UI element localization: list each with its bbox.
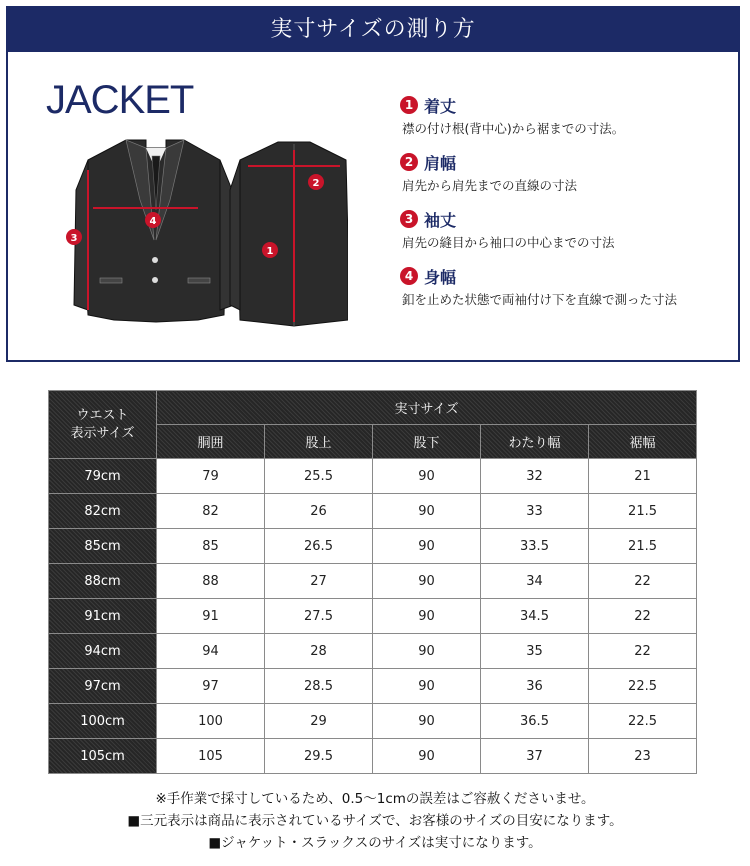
- measurement-guide-panel: [6, 6, 740, 362]
- table-cell: 90: [373, 459, 481, 494]
- table-cell: 22: [589, 564, 697, 599]
- table-cell: 28.5: [265, 669, 373, 704]
- table-cell: 21: [589, 459, 697, 494]
- table-cell: 79: [157, 459, 265, 494]
- table-cell: 36: [481, 669, 589, 704]
- table-row: [49, 494, 697, 529]
- table-cell: 90: [373, 634, 481, 669]
- table-cell: 29: [265, 704, 373, 739]
- table-cell: 26.5: [265, 529, 373, 564]
- table-cell: 90: [373, 529, 481, 564]
- table-row: [49, 669, 697, 704]
- table-cell: 25.5: [265, 459, 373, 494]
- table-cell: 21.5: [589, 529, 697, 564]
- table-row: [49, 459, 697, 494]
- row-size-label: 100cm: [49, 704, 157, 739]
- legend-item-chest: [400, 265, 730, 308]
- legend-description: 肩先から肩先までの直線の寸法: [402, 178, 578, 193]
- column-header: わたり幅: [481, 425, 589, 459]
- legend-number: 3: [400, 210, 418, 228]
- table-cell: 21.5: [589, 494, 697, 529]
- legend-label: 袖丈: [424, 210, 457, 230]
- table-row: [49, 529, 697, 564]
- table-cell: 82: [157, 494, 265, 529]
- table-cell: 35: [481, 634, 589, 669]
- column-header: 股上: [265, 425, 373, 459]
- table-cell: 100: [157, 704, 265, 739]
- legend-label: 着丈: [424, 96, 457, 116]
- column-header: 胴囲: [157, 425, 265, 459]
- table-cell: 36.5: [481, 704, 589, 739]
- row-size-label: 85cm: [49, 529, 157, 564]
- legend-label: 身幅: [424, 267, 457, 287]
- legend-description: 襟の付け根(背中心)から裾までの寸法。: [402, 121, 625, 136]
- garment-title: JACKET: [46, 78, 194, 122]
- table-cell: 27: [265, 564, 373, 599]
- table-row: [49, 704, 697, 739]
- table-cell: 33: [481, 494, 589, 529]
- table-cell: 26: [265, 494, 373, 529]
- table-cell: 85: [157, 529, 265, 564]
- jacket-illustrations: [48, 130, 348, 330]
- table-cell: 37: [481, 739, 589, 774]
- marker-1-label: 1: [266, 246, 274, 257]
- table-cell: 88: [157, 564, 265, 599]
- table-row: [49, 564, 697, 599]
- row-size-label: 91cm: [49, 599, 157, 634]
- table-cell: 90: [373, 704, 481, 739]
- group-header: 実寸サイズ: [157, 391, 697, 425]
- table-cell: 34.5: [481, 599, 589, 634]
- row-size-label: 105cm: [49, 739, 157, 774]
- table-cell: 90: [373, 669, 481, 704]
- legend-description: 肩先の縫目から袖口の中心までの寸法: [402, 235, 615, 250]
- legend-item-sleeve: [400, 208, 730, 251]
- marker-2-label: 2: [312, 178, 320, 189]
- table-cell: 94: [157, 634, 265, 669]
- table-cell: 105: [157, 739, 265, 774]
- table-cell: 23: [589, 739, 697, 774]
- table-cell: 22: [589, 634, 697, 669]
- table-cell: 32: [481, 459, 589, 494]
- notes: [0, 788, 750, 854]
- legend-item-shoulder: [400, 151, 730, 194]
- table-cell: 90: [373, 564, 481, 599]
- table-row: [49, 634, 697, 669]
- legend-label: 肩幅: [424, 153, 457, 173]
- legend-item-length: [400, 94, 730, 137]
- note-line: ■三元表示は商品に表示されているサイズで、お客様のサイズの目安になります。: [127, 813, 623, 829]
- legend-number: 2: [400, 153, 418, 171]
- size-table: [48, 390, 697, 774]
- table-row: [49, 599, 697, 634]
- table-cell: 22.5: [589, 669, 697, 704]
- row-size-label: 82cm: [49, 494, 157, 529]
- table-cell: 97: [157, 669, 265, 704]
- marker-3-label: 3: [70, 233, 78, 244]
- size-table-body: [49, 459, 697, 774]
- jacket-back-illustration: [230, 142, 348, 326]
- table-cell: 90: [373, 494, 481, 529]
- row-size-label: 88cm: [49, 564, 157, 599]
- row-size-label: 97cm: [49, 669, 157, 704]
- legend-description: 釦を止めた状態で両袖付け下を直線で測った寸法: [402, 292, 678, 307]
- table-cell: 27.5: [265, 599, 373, 634]
- note-line: ■ジャケット・スラックスのサイズは実寸になります。: [208, 835, 542, 851]
- table-cell: 90: [373, 599, 481, 634]
- measurement-legend: [400, 94, 730, 322]
- table-cell: 90: [373, 739, 481, 774]
- table-cell: 91: [157, 599, 265, 634]
- legend-number: 1: [400, 96, 418, 114]
- note-line: ※手作業で採寸しているため、0.5～1cmの誤差はご容赦くださいませ。: [155, 791, 595, 807]
- legend-number: 4: [400, 267, 418, 285]
- table-cell: 22.5: [589, 704, 697, 739]
- table-cell: 22: [589, 599, 697, 634]
- corner-header: ウエスト 表示サイズ: [49, 391, 157, 459]
- column-header: 裾幅: [589, 425, 697, 459]
- row-size-label: 94cm: [49, 634, 157, 669]
- column-header: 股下: [373, 425, 481, 459]
- marker-4-label: 4: [149, 216, 157, 227]
- table-cell: 29.5: [265, 739, 373, 774]
- table-cell: 34: [481, 564, 589, 599]
- panel-title: 実寸サイズの測り方: [8, 8, 738, 52]
- table-row: [49, 739, 697, 774]
- table-cell: 33.5: [481, 529, 589, 564]
- table-cell: 28: [265, 634, 373, 669]
- jacket-front-illustration: [66, 140, 234, 322]
- row-size-label: 79cm: [49, 459, 157, 494]
